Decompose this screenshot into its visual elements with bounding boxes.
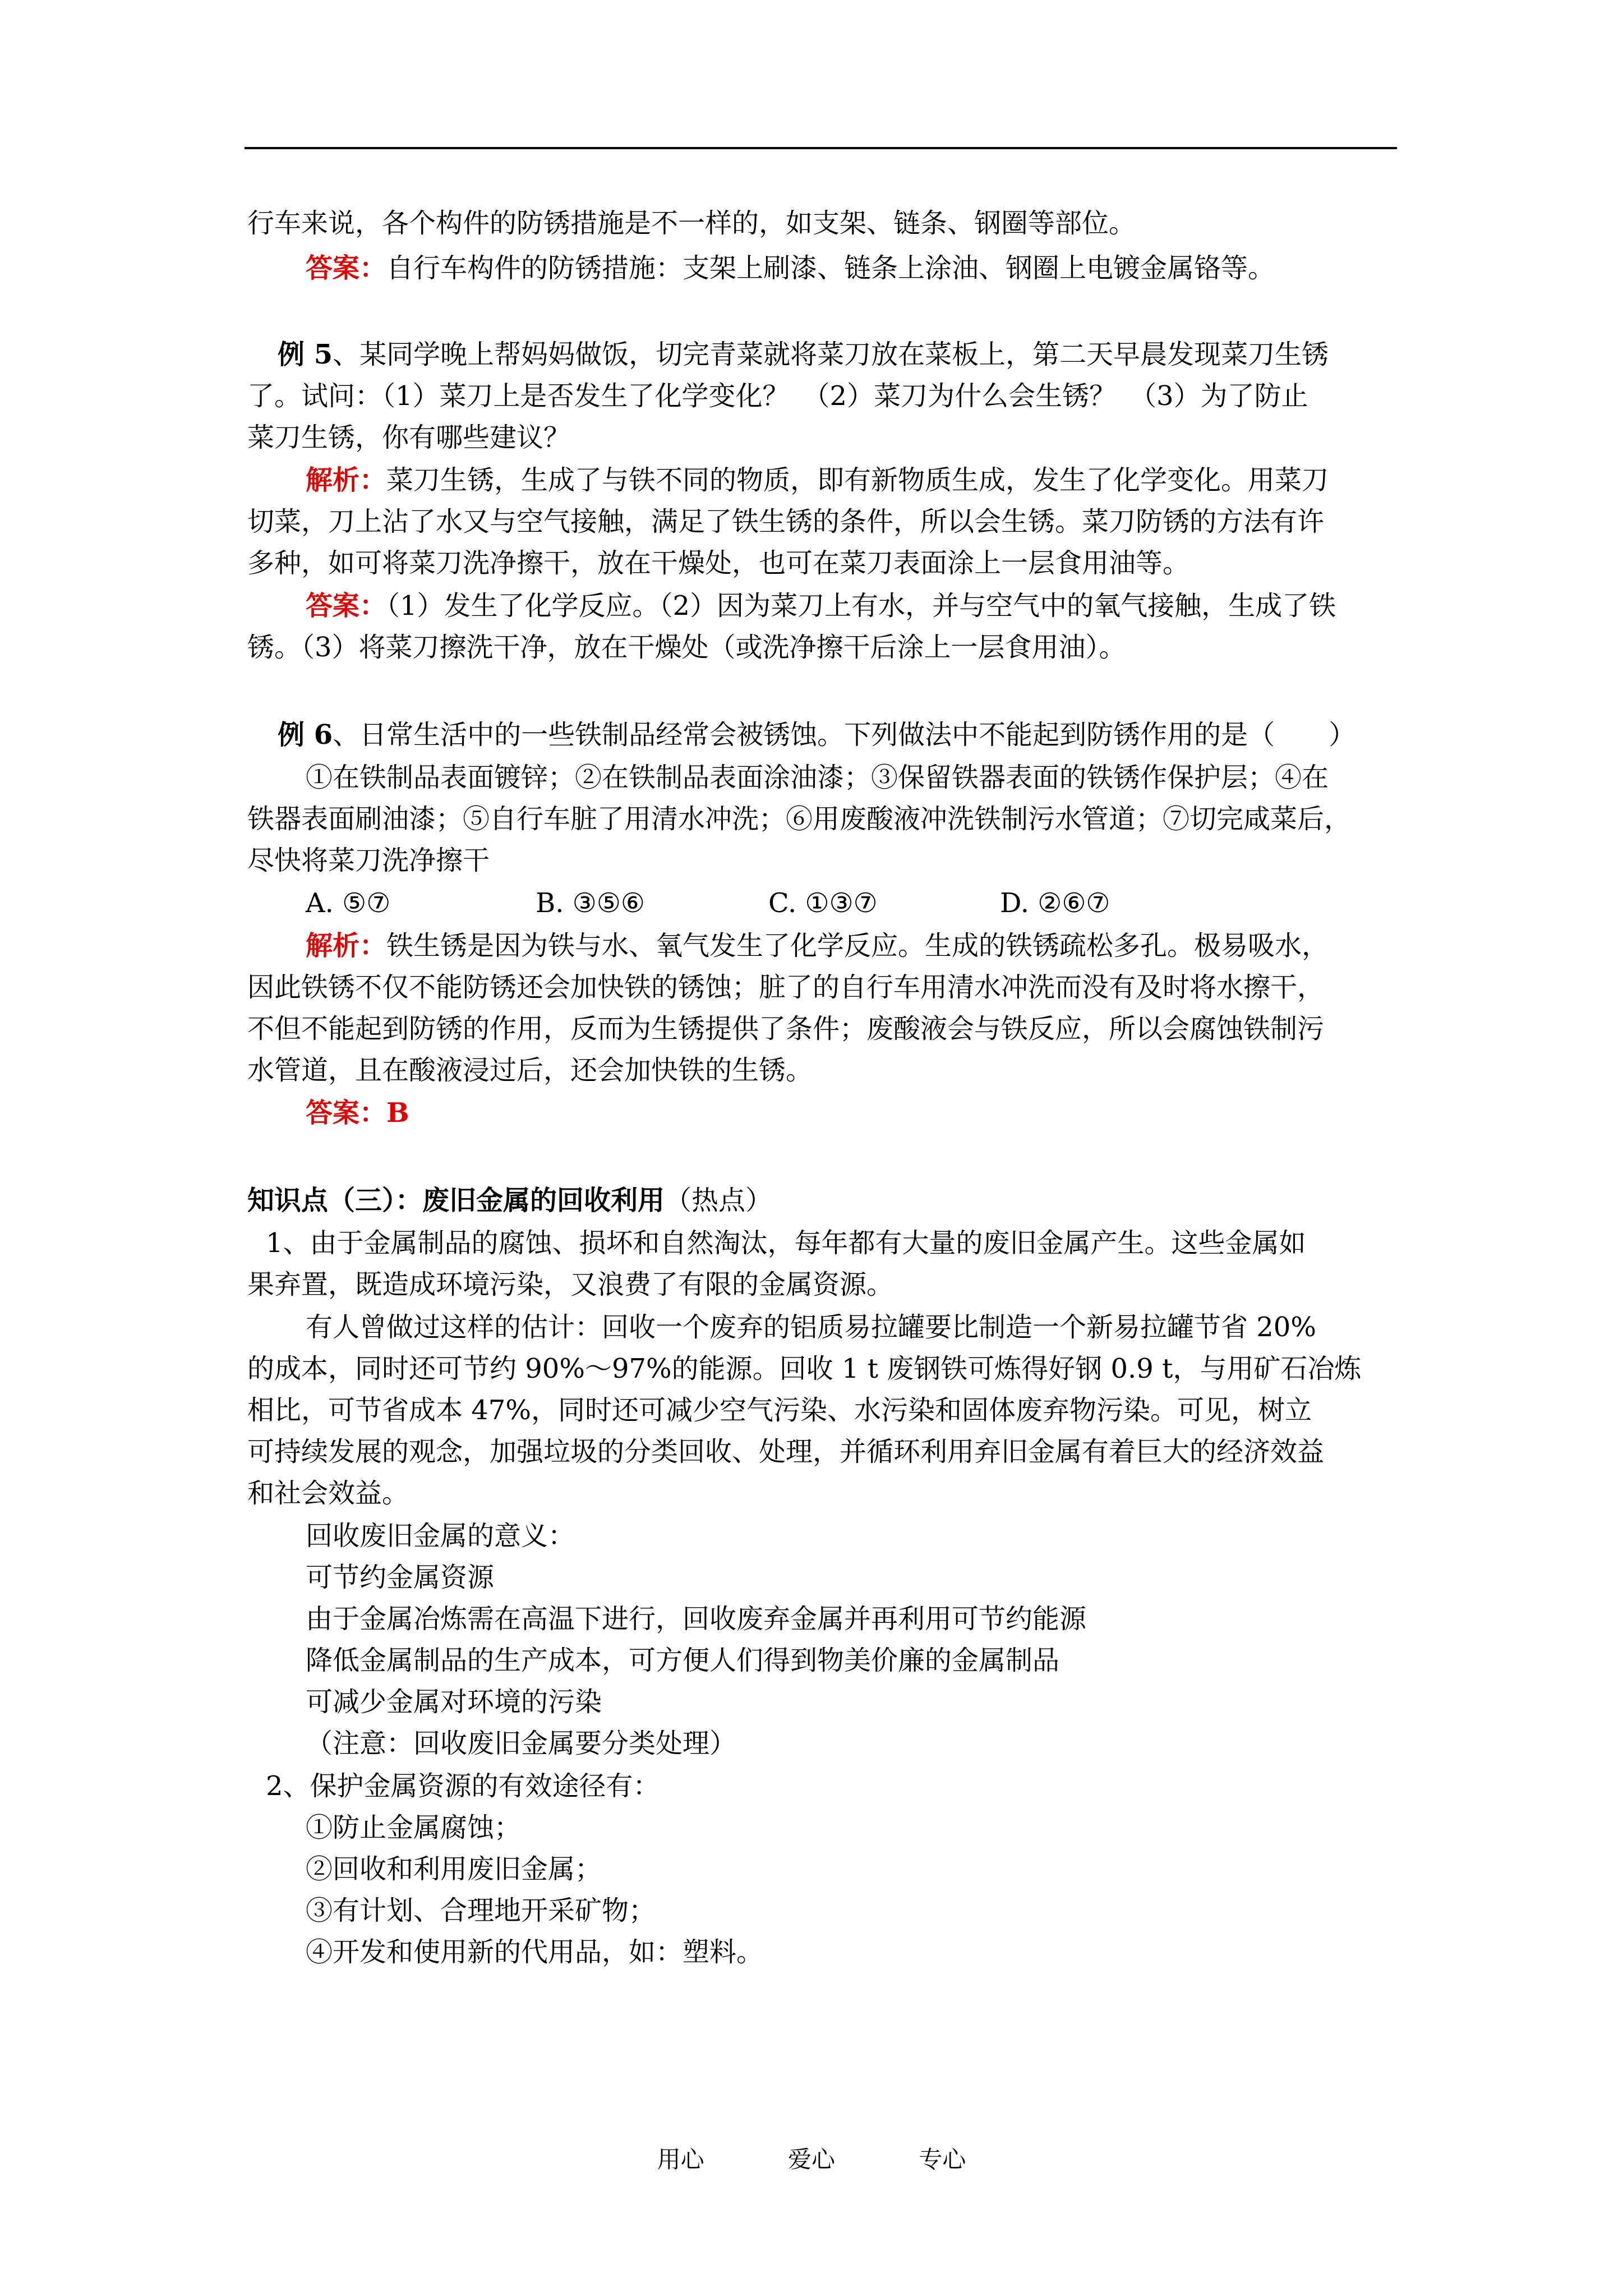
footer-text: 爱心 [787, 2146, 835, 2173]
example6-analysis-line: 因此铁锈不仅不能防锈还会加快铁的锈蚀；脏了的自行车用清水冲洗而没有及时将水擦干， [247, 972, 1325, 1003]
option-b: B. ③⑤⑥ [536, 887, 645, 919]
example5-analysis-line [306, 459, 1329, 501]
continuation-line: 行车来说，各个构件的防锈措施是不一样的，如支架、链条、钢圈等部位。 [247, 208, 1136, 239]
example5-question-line: 了。试问：（1）菜刀上是否发生了化学变化？ （2）菜刀为什么会生锈？ （3）为了防止 [247, 380, 1308, 412]
significance-line: 可节约金属资源 [306, 1562, 495, 1593]
header-rule [245, 147, 1397, 149]
section-title-line [247, 1179, 772, 1222]
example5-question-line: 菜刀生锈，你有哪些建议？ [247, 422, 571, 453]
example6-answer-text: B [386, 1097, 409, 1129]
example5-answer-text: （1）发生了化学反应。（2）因为菜刀上有水，并与空气中的氧气接触，生成了铁 [386, 590, 1336, 622]
example6-item-line: 铁器表面刷油漆；⑤自行车脏了用清水冲洗；⑥用废酸液冲洗铁制污水管道；⑦切完咸菜后， [247, 803, 1352, 835]
option-d: D. ②⑥⑦ [1000, 887, 1110, 919]
example6-question-text: 、日常生活中的一些铁制品经常会被锈蚀。下列做法中不能起到防锈作用的是（ ） [333, 719, 1356, 751]
example5-answer-line: 锈。（3）将菜刀擦洗干净，放在干燥处（或洗净擦干后涂上一层食用油）。 [247, 632, 1126, 663]
analysis-label: 解析： [306, 464, 387, 496]
example5-analysis-line: 切菜，刀上沾了水又与空气接触，满足了铁生锈的条件，所以会生锈。菜刀防锈的方法有许 [247, 506, 1325, 537]
significance-line: 降低金属制品的生产成本，可方便人们得到物美价廉的金属制品 [306, 1645, 1060, 1676]
example5-label: 例 5 [278, 339, 333, 370]
example6-question-line [278, 714, 1355, 756]
section-paragraph-line: 有人曾做过这样的估计：回收一个废弃的铝质易拉罐要比制造一个新易拉罐节省 20% [306, 1312, 1316, 1343]
page-footer [0, 2143, 1623, 2177]
answer-label: 答案： [306, 252, 387, 284]
section-paragraph-line: 1、由于金属制品的腐蚀、损坏和自然淘汰，每年都有大量的废旧金属产生。这些金属如 [266, 1227, 1306, 1259]
example5-question-text: 、某同学晚上帮妈妈做饭，切完青菜就将菜刀放在菜板上，第二天早晨发现菜刀生锈 [333, 339, 1329, 370]
example6-analysis-line: 不但不能起到防锈的作用，反而为生锈提供了条件；废酸液会与铁反应，所以会腐蚀铁制污 [247, 1013, 1325, 1045]
example6-analysis-line: 水管道，且在酸液浸过后，还会加快铁的生锈。 [247, 1055, 813, 1086]
section-paragraph-line: 果弃置，既造成环境污染，又浪费了有限的金属资源。 [247, 1269, 894, 1300]
footer-text: 专心 [919, 2146, 966, 2173]
significance-note: （注意：回收废旧金属要分类处理） [306, 1728, 737, 1759]
significance-line: 可减少金属对环境的污染 [306, 1686, 602, 1718]
option-c: C. ①③⑦ [768, 887, 878, 919]
example6-item-line: 尽快将菜刀洗净擦干 [247, 845, 490, 876]
section-paragraph-line: 和社会效益。 [247, 1478, 409, 1509]
analysis-label: 解析： [306, 930, 387, 961]
section-paragraph-line: 相比，可节省成本 47%，同时还可减少空气污染、水污染和固体废弃物污染。可见，树立 [247, 1395, 1312, 1426]
continuation-answer [306, 247, 1275, 289]
example5-analysis-line: 多种，如可将菜刀洗净擦干，放在干燥处，也可在菜刀表面涂上一层食用油等。 [247, 547, 1190, 579]
section-paragraph-line: 可持续发展的观念，加强垃圾的分类回收、处理，并循环利用弃旧金属有着巨大的经济效益 [247, 1436, 1325, 1467]
measures-item: ②回收和利用废旧金属； [306, 1853, 602, 1885]
measures-title: 2、保护金属资源的有效途径有： [266, 1770, 660, 1802]
section-tag: （热点） [665, 1185, 773, 1216]
measures-item: ③有计划、合理地开采矿物； [306, 1895, 656, 1926]
measures-item: ①防止金属腐蚀； [306, 1812, 522, 1843]
example6-options [0, 882, 1623, 924]
example6-analysis-text: 铁生锈是因为铁与水、氧气发生了化学反应。生成的铁锈疏松多孔。极易吸水， [386, 930, 1329, 961]
example6-item-line: ①在铁制品表面镀锌；②在铁制品表面涂油漆；③保留铁器表面的铁锈作保护层；④在 [306, 762, 1329, 793]
footer-text: 用心 [657, 2146, 704, 2173]
significance-line: 回收废旧金属的意义： [306, 1520, 575, 1552]
example5-answer-line [306, 585, 1336, 627]
example5-analysis-text: 菜刀生锈，生成了与铁不同的物质，即有新物质生成，发生了化学变化。用菜刀 [386, 464, 1329, 496]
example6-answer-line [306, 1092, 409, 1134]
example6-label: 例 6 [278, 719, 333, 751]
answer-label: 答案： [306, 1097, 387, 1129]
example5-question-line [278, 333, 1329, 376]
answer-label: 答案： [306, 590, 387, 622]
option-a: A. ⑤⑦ [306, 887, 391, 919]
section-title: 知识点（三）：废旧金属的回收利用 [247, 1185, 665, 1216]
section-paragraph-line: 的成本，同时还可节约 90%～97%的能源。回收 1 t 废钢铁可炼得好钢 0.9 t，与用矿石冶炼 [247, 1353, 1362, 1384]
measures-item: ④开发和使用新的代用品，如：塑料。 [306, 1936, 764, 1968]
example6-analysis-line [306, 924, 1329, 967]
significance-line: 由于金属冶炼需在高温下进行，回收废弃金属并再利用可节约能源 [306, 1603, 1087, 1635]
answer-text: 自行车构件的防锈措施：支架上刷漆、链条上涂油、钢圈上电镀金属铬等。 [386, 252, 1275, 284]
